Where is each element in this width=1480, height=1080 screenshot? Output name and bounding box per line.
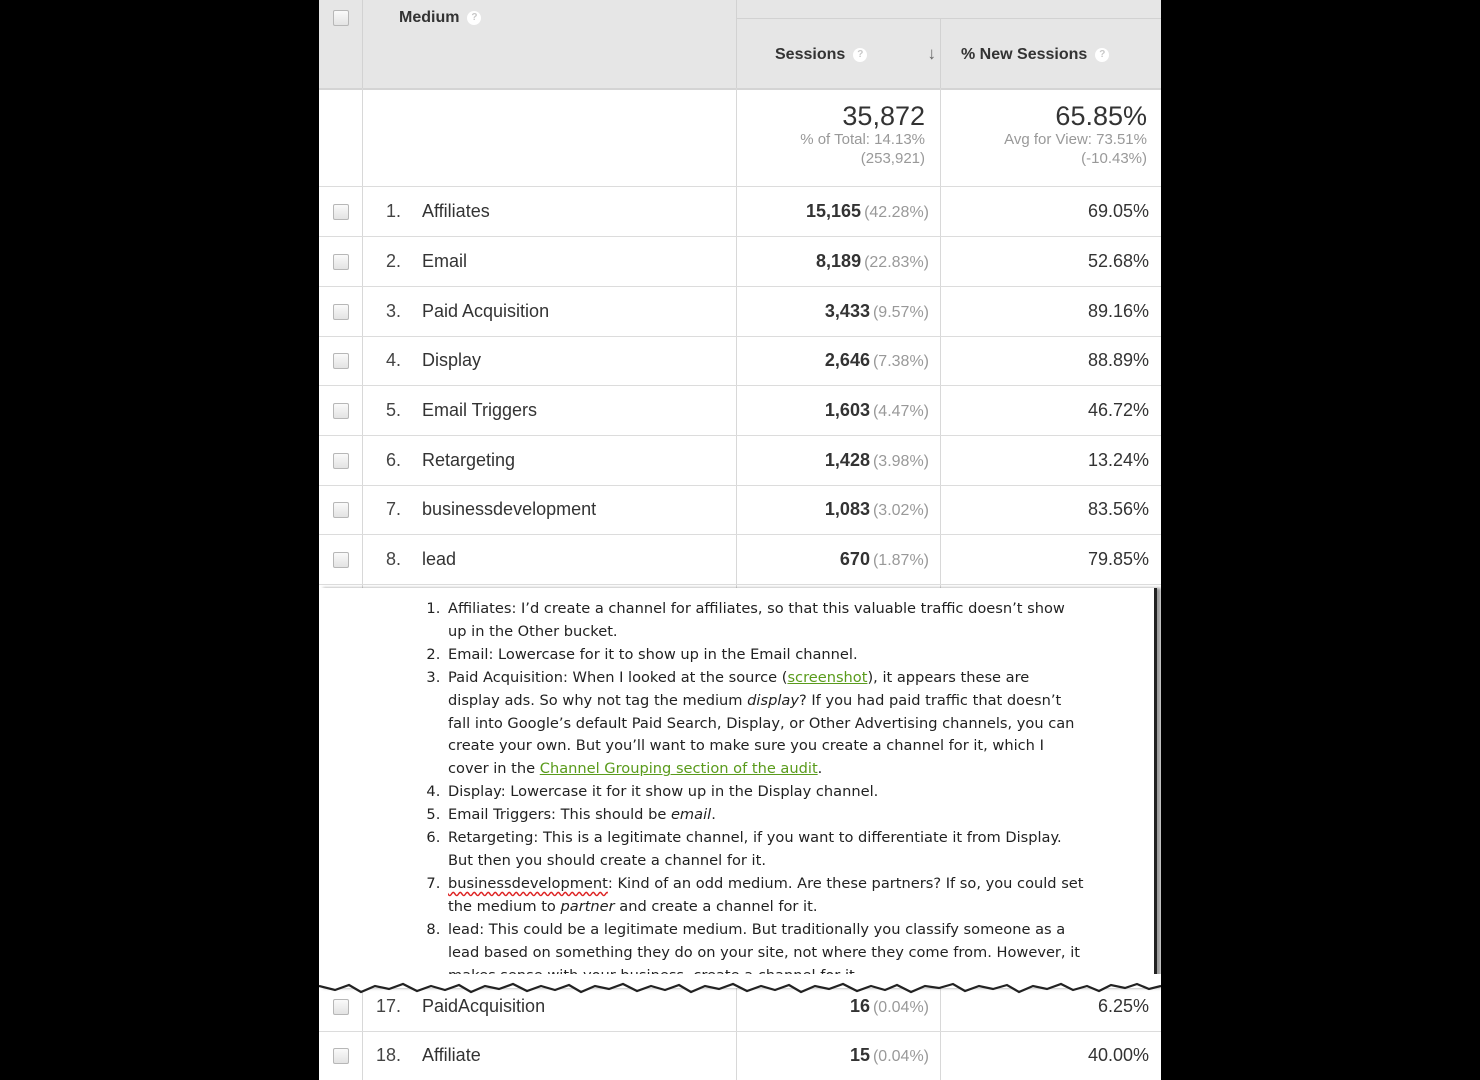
- notes-list: [397, 598, 1085, 987]
- sessions-percent: (42.28%): [864, 204, 929, 221]
- sessions-value: 15: [849, 1045, 870, 1065]
- sessions-percent: (22.83%): [864, 254, 929, 271]
- new-sessions-value: 88.89%: [1087, 350, 1149, 370]
- row-number: 18.: [376, 1045, 402, 1065]
- table-row: [319, 436, 1161, 486]
- sessions-value: 1,603: [824, 400, 870, 420]
- note-item: [445, 667, 1085, 782]
- sessions-cell: [850, 1045, 929, 1066]
- sessions-cell: [825, 450, 929, 471]
- new-sessions-column-header[interactable]: [961, 46, 1109, 64]
- row-checkbox[interactable]: [333, 403, 349, 419]
- new-sessions-value: 52.68%: [1087, 251, 1149, 271]
- new-sessions-value: 79.85%: [1087, 549, 1149, 569]
- sessions-cell: [825, 350, 929, 371]
- sessions-cell: [840, 549, 929, 570]
- row-checkbox[interactable]: [333, 204, 349, 220]
- note-emphasis: email: [670, 806, 712, 824]
- sessions-percent: (3.02%): [872, 502, 929, 519]
- note-text: Email Triggers: This should be: [448, 806, 671, 824]
- channel-grouping-link[interactable]: Channel Grouping section of the audit: [539, 760, 818, 778]
- misspelled-word: businessdevelopment: [448, 874, 608, 892]
- note-text: ), it appears these are display ads. So why not tag the medium: [448, 668, 1030, 709]
- help-icon[interactable]: ?: [853, 48, 867, 62]
- note-item: [445, 804, 1085, 827]
- row-number: 8.: [386, 549, 402, 569]
- sessions-value: 8,189: [816, 251, 862, 271]
- sessions-header-cell: [737, 18, 941, 89]
- new-sessions-value: 6.25%: [1097, 996, 1149, 1016]
- new-sessions-value: 46.72%: [1087, 400, 1149, 420]
- note-text: Paid Acquisition: When I looked at the source (: [448, 668, 788, 686]
- audit-notes: [319, 588, 1157, 988]
- sessions-column-header[interactable]: [775, 46, 867, 64]
- note-item: [445, 644, 1085, 667]
- table-row: [319, 386, 1161, 436]
- row-number: 2.: [386, 251, 402, 271]
- select-all-checkbox[interactable]: [333, 10, 349, 26]
- medium-link[interactable]: Email Triggers: [422, 400, 538, 420]
- new-sessions-delta: (-10.43%): [1081, 150, 1147, 167]
- sessions-cell: [825, 400, 929, 421]
- medium-link[interactable]: Affiliates: [422, 201, 490, 221]
- sessions-percent: (4.47%): [872, 403, 929, 420]
- row-number: 4.: [386, 350, 402, 370]
- medium-link[interactable]: Email: [422, 251, 468, 271]
- sessions-cell: [816, 251, 929, 272]
- row-checkbox[interactable]: [333, 353, 349, 369]
- totals-row: [319, 90, 1161, 187]
- help-icon[interactable]: ?: [467, 11, 481, 25]
- note-text: lead: This could be a legitimate medium. But traditionally you classify someone as a lead based on something they do on your site, not where they come from. However, it: [448, 920, 1080, 961]
- row-number: 3.: [386, 301, 402, 321]
- sessions-cell: [825, 499, 929, 520]
- medium-link[interactable]: Paid Acquisition: [422, 301, 550, 321]
- note-text: Retargeting: This is a legitimate channel, if you want to differentiate it from Display. But then you should create a channel for it.: [448, 829, 1062, 869]
- sessions-header-label: Sessions: [775, 46, 846, 63]
- note-text: Email: Lowercase for it to show up in the Email channel.: [448, 645, 858, 663]
- sessions-percent: (7.38%): [872, 353, 929, 370]
- new-sessions-value: 40.00%: [1087, 1045, 1149, 1065]
- note-item: [445, 873, 1085, 919]
- note-text: ? If you had paid traffic that doesn’t fall into Google’s default Paid Search, Display, or Other Advertising channels, you can create your own. But you’ll want to make sure you create a channel for it, which I cover in the: [448, 691, 1075, 778]
- table-row: [319, 535, 1161, 585]
- note-item: [445, 781, 1085, 804]
- note-item: [445, 598, 1085, 644]
- new-sessions-total: 65.85%: [1055, 101, 1147, 131]
- table-row: [319, 187, 1161, 237]
- sessions-cell: [825, 301, 929, 322]
- table-row: [319, 287, 1161, 337]
- sessions-value: 1,083: [824, 499, 870, 519]
- sessions-total-percent: % of Total: 14.13%: [800, 131, 925, 148]
- new-sessions-value: 69.05%: [1087, 201, 1149, 221]
- table-row: [319, 1031, 1161, 1080]
- new-sessions-value: 83.56%: [1087, 499, 1149, 519]
- note-text: .: [711, 806, 716, 824]
- medium-link[interactable]: Retargeting: [422, 450, 516, 470]
- medium-link[interactable]: PaidAcquisition: [422, 996, 546, 1016]
- note-item: [445, 827, 1085, 873]
- note-emphasis: display: [747, 691, 799, 709]
- row-checkbox[interactable]: [333, 502, 349, 518]
- sessions-percent: (9.57%): [872, 304, 929, 321]
- sessions-percent: (1.87%): [872, 552, 929, 569]
- row-number: 7.: [386, 499, 402, 519]
- sessions-total-cell: [737, 90, 925, 186]
- sessions-percent: (0.04%): [872, 999, 929, 1016]
- new-sessions-view-avg: Avg for View: 73.51%: [1004, 131, 1147, 148]
- note-text: .: [817, 760, 823, 778]
- screenshot-link[interactable]: screenshot: [787, 668, 868, 686]
- note-text: Affiliates: I’d create a channel for affiliates, so that this valuable traffic doesn’t show up in the Other bucket.: [448, 600, 1065, 640]
- row-checkbox[interactable]: [333, 254, 349, 270]
- sessions-value: 15,165: [806, 201, 862, 221]
- row-checkbox[interactable]: [333, 453, 349, 469]
- medium-link[interactable]: Display: [422, 350, 482, 370]
- new-sessions-total-cell: [941, 90, 1147, 186]
- row-checkbox[interactable]: [333, 304, 349, 320]
- sessions-percent: (0.04%): [872, 1048, 929, 1065]
- sessions-value: 2,646: [824, 350, 870, 370]
- row-checkbox[interactable]: [333, 999, 349, 1015]
- row-number: 5.: [386, 400, 402, 420]
- help-icon[interactable]: ?: [1095, 48, 1109, 62]
- medium-link[interactable]: Affiliate: [422, 1045, 481, 1065]
- torn-paper-edge: [319, 974, 1161, 1000]
- sessions-value: 16: [849, 996, 870, 1016]
- medium-header-cell: [363, 0, 737, 88]
- table-row: [319, 336, 1161, 386]
- note-text: : Kind of an odd medium. Are these partners? If so, you could set the medium to: [448, 874, 1084, 915]
- sessions-cell: [806, 201, 929, 222]
- sessions-value: 670: [839, 549, 870, 569]
- table-header: [319, 0, 1161, 90]
- row-number: 17.: [376, 996, 402, 1016]
- new-sessions-value: 13.24%: [1087, 450, 1149, 470]
- note-text: Display: Lowercase it for it show up in the Display channel.: [448, 783, 879, 801]
- medium-link[interactable]: lead: [422, 549, 457, 569]
- note-text: and create a channel for it.: [614, 897, 818, 915]
- row-checkbox[interactable]: [333, 1048, 349, 1064]
- sessions-total: 35,872: [842, 101, 925, 131]
- sessions-percent: (3.98%): [872, 453, 929, 470]
- medium-header-label: Medium: [399, 9, 460, 26]
- table-row: [319, 237, 1161, 287]
- table-row: [319, 485, 1161, 535]
- new-sessions-header-cell: [941, 18, 1161, 89]
- row-number: 6.: [386, 450, 402, 470]
- medium-link[interactable]: businessdevelopment: [422, 499, 597, 519]
- row-checkbox[interactable]: [333, 552, 349, 568]
- note-emphasis: partner: [560, 897, 615, 915]
- new-sessions-value: 89.16%: [1087, 301, 1149, 321]
- medium-column-header[interactable]: [399, 9, 481, 27]
- new-sessions-header-label: % New Sessions: [961, 46, 1088, 63]
- sessions-value: 3,433: [824, 301, 870, 321]
- header-select-cell: [319, 0, 363, 88]
- sessions-total-overall: (253,921): [860, 150, 925, 167]
- sessions-value: 1,428: [824, 450, 870, 470]
- row-number: 1.: [386, 201, 402, 221]
- sort-descending-icon[interactable]: ↓: [927, 44, 936, 63]
